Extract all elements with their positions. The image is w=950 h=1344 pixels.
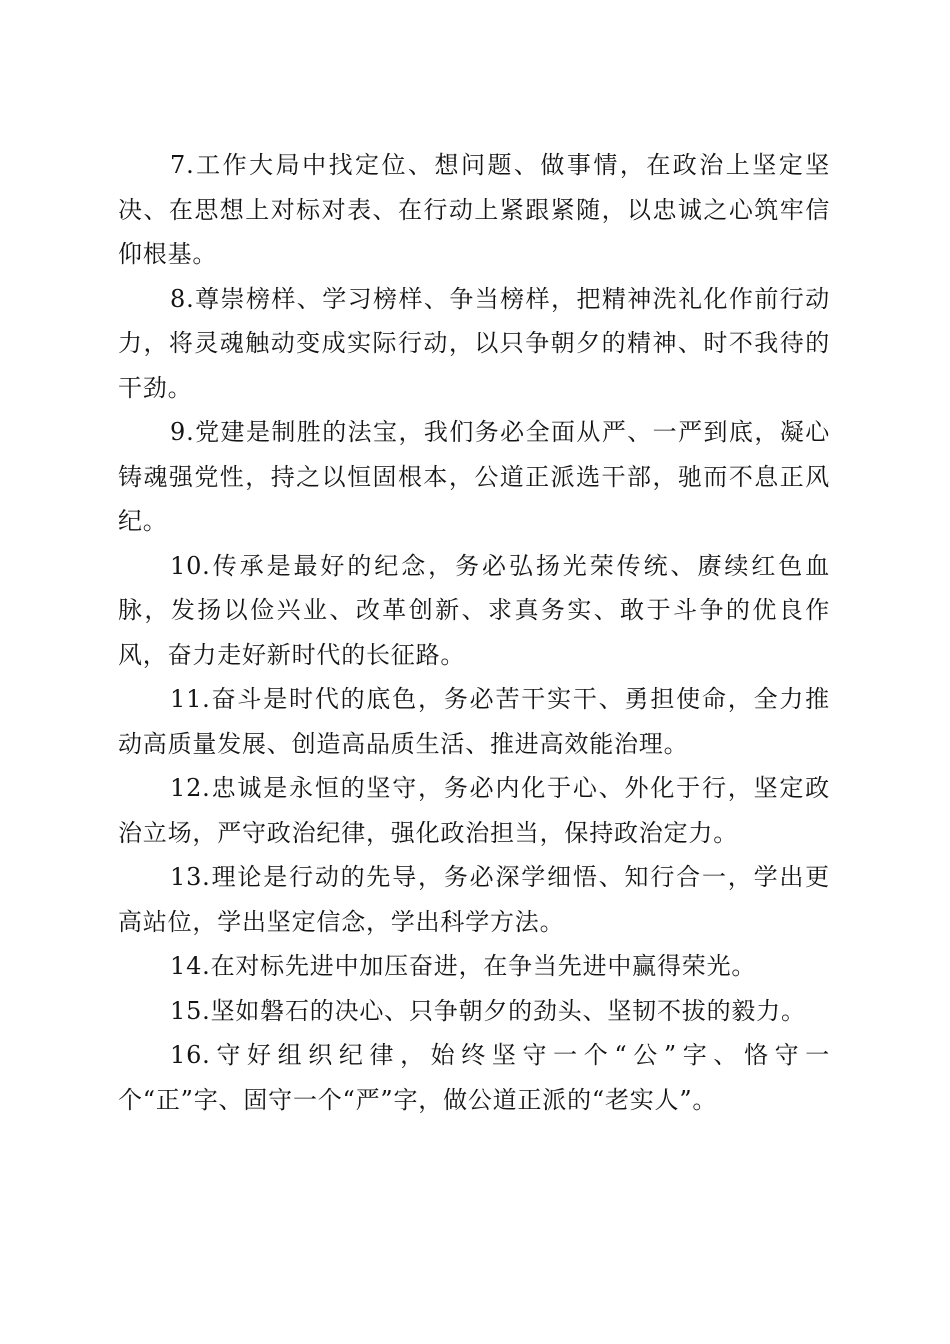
paragraph-7: 7.工作大局中找定位、想问题、做事情，在政治上坚定坚决、在思想上对标对表、在行动上紧跟紧随，以忠诚之心筑牢信仰根基。 <box>118 151 830 268</box>
paragraph-8: 8.尊崇榜样、学习榜样、争当榜样，把精神洗礼化作前行动力，将灵魂触动变成实际行动，以只争朝夕的精神、时不我待的干劲。 <box>118 284 830 402</box>
paragraph-9: 9.党建是制胜的法宝，我们务必全面从严、一严到底，凝心铸魂强党性，持之以恒固根本，公道正派选干部，驰而不息正风纪。 <box>118 418 830 535</box>
document-body <box>118 143 830 1122</box>
paragraph-16: 16.守好组织纪律，始终坚守一个“公”字、恪守一个“正”字、固守一个“严”字，做公道正派的“老实人”。 <box>118 1041 830 1114</box>
paragraph-10: 10.传承是最好的纪念，务必弘扬光荣传统、赓续红色血脉，发扬以俭兴业、改革创新、求真务实、敢于斗争的优良作风，奋力走好新时代的长征路。 <box>118 551 830 669</box>
paragraph-12: 12.忠诚是永恒的坚守，务必内化于心、外化于行，坚定政治立场，严守政治纪律，强化政治担当，保持政治定力。 <box>118 774 830 847</box>
paragraph-14: 14.在对标先进中加压奋进，在争当先进中赢得荣光。 <box>170 952 757 980</box>
paragraph-15: 15.坚如磐石的决心、只争朝夕的劲头、坚韧不拔的毅力。 <box>170 996 806 1025</box>
paragraph-11: 11.奋斗是时代的底色，务必苦干实干、勇担使命，全力推动高质量发展、创造高品质生活、推进高效能治理。 <box>118 685 830 758</box>
paragraph-13: 13.理论是行动的先导，务必深学细悟、知行合一，学出更高站位，学出坚定信念，学出科学方法。 <box>118 863 830 936</box>
